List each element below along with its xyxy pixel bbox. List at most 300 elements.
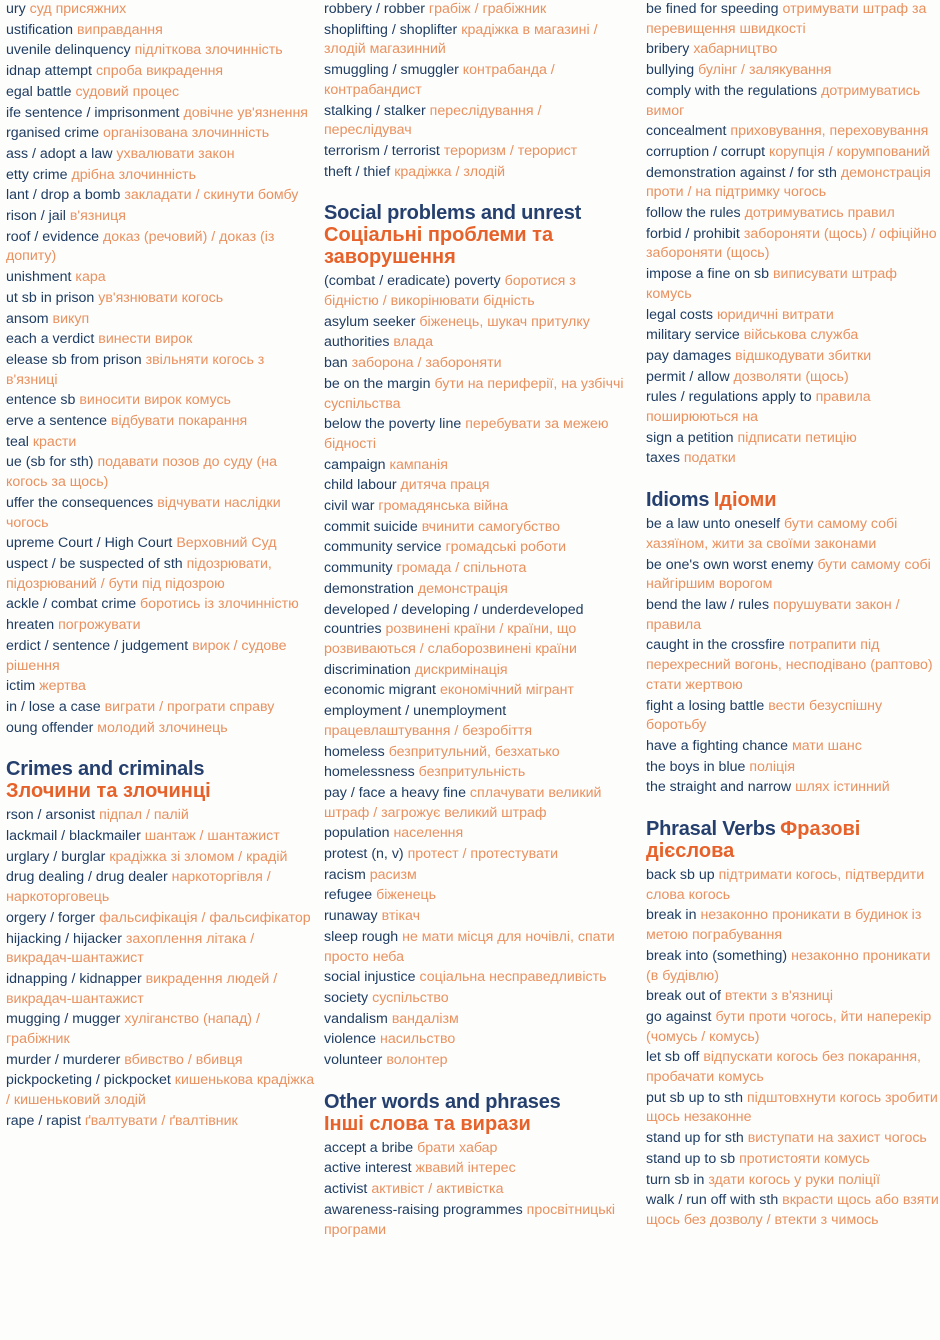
- vocab-entry: [6, 207, 316, 227]
- term-en: ansom: [6, 310, 49, 327]
- term-en: permit / allow: [646, 368, 730, 385]
- translation-ua: поліція: [749, 758, 795, 775]
- vocab-entry: [6, 637, 316, 676]
- term-en: child labour: [324, 477, 397, 494]
- vocab-entry: [646, 225, 940, 264]
- vocab-entry: [6, 1010, 316, 1049]
- translation-ua: грабіж / грабіжник: [428, 1, 547, 17]
- translation-ua: красти: [32, 433, 77, 450]
- term-en: break out of: [646, 988, 721, 1005]
- vocab-entry: [6, 453, 316, 492]
- vocab-entry: [324, 497, 624, 517]
- term-en: lant / drop a bomb: [6, 187, 121, 204]
- term-en: each a verdict: [6, 331, 95, 348]
- vocab-entry: [646, 449, 940, 469]
- translation-ua: закладати / скинути бомбу: [124, 187, 299, 204]
- translation-ua: відпускати когось без покарання, пробачати комусь: [646, 1049, 921, 1086]
- vocab-entry: [646, 388, 940, 427]
- translation-ua: дотримуватись правил: [744, 205, 895, 222]
- translation-ua: суспільство: [372, 989, 449, 1006]
- translation-ua: біженець, шукач притулку: [419, 313, 590, 330]
- vocab-entry: [6, 83, 316, 103]
- term-en: murder / murderer: [6, 1051, 121, 1068]
- column-2: [324, 0, 624, 1241]
- vocab-entry: [6, 1112, 316, 1132]
- translation-ua: підштовхнути когось зробити щось незаконне: [646, 1089, 938, 1126]
- vocab-entry: [324, 1180, 624, 1200]
- term-en: rison / jail: [6, 208, 66, 225]
- translation-ua: кара: [75, 269, 106, 286]
- term-en: ictim: [6, 678, 36, 695]
- translation-ua: підліткова злочинність: [134, 42, 283, 59]
- translation-ua: виступати на захист чогось: [747, 1130, 927, 1147]
- vocab-entry: [646, 164, 940, 203]
- term-en: break in: [646, 907, 697, 924]
- translation-ua: спроба викрадення: [95, 63, 224, 80]
- section-heading-phrasal: [646, 818, 940, 862]
- term-en: turn sb in: [646, 1171, 705, 1188]
- term-en: asylum seeker: [324, 313, 416, 330]
- term-en: stand up for sth: [646, 1130, 744, 1147]
- translation-ua: бути самому собі хазяїном, жити за своїми законами: [646, 516, 898, 552]
- vocab-entry: [6, 848, 316, 868]
- vocab-entry: [6, 0, 316, 20]
- term-en: bullying: [646, 62, 695, 79]
- translation-ua: громада / спільнота: [396, 560, 527, 577]
- term-en: caught in the crossfire: [646, 637, 785, 654]
- term-en: unishment: [6, 269, 72, 286]
- translation-ua: крадіжка зі зломом / крадій: [109, 848, 288, 865]
- term-en: follow the rules: [646, 205, 741, 222]
- term-en: (combat / eradicate) poverty: [324, 273, 501, 290]
- vocab-entry: [6, 868, 316, 907]
- translation-ua: дрібна злочинність: [71, 166, 197, 183]
- term-en: campaign: [324, 456, 386, 473]
- vocab-entry: [324, 1010, 624, 1030]
- vocab-entry: [646, 306, 940, 326]
- translation-ua: молодий злочинець: [97, 719, 228, 736]
- translation-ua: працевлаштування / безробіття: [324, 722, 533, 739]
- vocab-entry: [646, 82, 940, 121]
- translation-ua: доказ (речовий) / доказ (із допиту): [6, 228, 275, 265]
- translation-ua: порушувати закон / правила: [646, 596, 900, 633]
- term-en: ury: [6, 1, 26, 17]
- vocab-entry: [6, 391, 316, 411]
- entry-list: [324, 272, 624, 1070]
- vocab-entry: [324, 681, 624, 701]
- vocab-entry: [6, 289, 316, 309]
- vocab-entry: [646, 1191, 940, 1230]
- term-en: ue (sb for sth): [6, 454, 94, 471]
- translation-ua: виграти / програти справу: [104, 698, 275, 715]
- vocab-entry: [6, 166, 316, 186]
- translation-ua: бути самому собі найгіршим ворогом: [646, 556, 931, 593]
- section-title-en: Social problems and unrest: [324, 202, 582, 225]
- term-en: authorities: [324, 334, 390, 351]
- vocab-entry: [6, 534, 316, 554]
- translation-ua: отримувати штраф за перевищення швидкості: [646, 1, 927, 37]
- vocab-entry: [324, 968, 624, 988]
- term-en: developed / developing / underdeveloped countries: [324, 601, 584, 638]
- vocab-entry: [6, 186, 316, 206]
- translation-ua: насильство: [380, 1031, 456, 1048]
- term-en: stand up to sb: [646, 1150, 736, 1167]
- translation-ua: відчувати наслідки чогось: [6, 494, 281, 531]
- term-en: rules / regulations apply to: [646, 389, 812, 406]
- vocab-entry: [324, 415, 624, 454]
- vocab-entry: [324, 163, 624, 183]
- translation-ua: розвинені країни / країни, що розвиваються / слаборозвинені країни: [324, 621, 577, 657]
- vocab-entry: [324, 1139, 624, 1159]
- translation-ua: вбивство / вбивця: [124, 1051, 243, 1068]
- term-en: hijacking / hijacker: [6, 930, 122, 947]
- vocab-entry: [324, 824, 624, 844]
- translation-ua: підтримати когось, підтвердити слова когось: [646, 867, 925, 903]
- term-en: population: [324, 825, 390, 842]
- vocab-entry: [6, 228, 316, 267]
- term-en: rape / rapist: [6, 1112, 81, 1129]
- vocab-entry: [646, 326, 940, 346]
- term-en: the boys in blue: [646, 758, 746, 775]
- vocab-entry: [6, 21, 316, 41]
- term-en: bribery: [646, 41, 690, 58]
- term-en: violence: [324, 1031, 377, 1048]
- vocab-entry: [324, 0, 624, 20]
- term-en: activist: [324, 1181, 368, 1198]
- term-en: shoplifting / shoplifter: [324, 21, 458, 38]
- term-en: community service: [324, 539, 442, 556]
- vocab-entry: [646, 515, 940, 554]
- translation-ua: викуп: [52, 310, 90, 327]
- translation-ua: суд присяжних: [29, 1, 127, 17]
- translation-ua: біженець: [376, 887, 436, 904]
- entry-list: [646, 515, 940, 798]
- vocab-entry: [646, 636, 940, 695]
- translation-ua: кампанія: [389, 456, 448, 473]
- vocab-entry: [324, 743, 624, 763]
- term-en: pay damages: [646, 347, 732, 364]
- vocab-entry: [324, 354, 624, 374]
- vocab-entry: [324, 333, 624, 353]
- vocab-entry: [646, 906, 940, 945]
- translation-ua: не мати місця для ночівлі, спати просто неба: [324, 928, 615, 965]
- term-en: community: [324, 560, 393, 577]
- term-en: be fined for speeding: [646, 1, 779, 17]
- translation-ua: приховування, переховування: [730, 123, 929, 140]
- term-en: smuggling / smuggler: [324, 62, 459, 79]
- term-en: commit suicide: [324, 518, 418, 535]
- translation-ua: звільняти когось з в'язниці: [6, 351, 265, 388]
- term-en: mugging / mugger: [6, 1011, 121, 1028]
- term-en: be a law unto oneself: [646, 516, 781, 533]
- vocab-entry: [646, 204, 940, 224]
- translation-ua: соціальна несправедливість: [419, 969, 607, 986]
- term-en: go against: [646, 1008, 712, 1025]
- entry-list: [324, 1139, 624, 1241]
- term-en: erdict / sentence / judgement: [6, 637, 189, 654]
- vocab-entry: [6, 41, 316, 61]
- translation-ua: влада: [393, 334, 433, 351]
- term-en: forbid / prohibit: [646, 225, 740, 242]
- term-en: volunteer: [324, 1052, 383, 1069]
- translation-ua: підпал / палій: [99, 807, 189, 824]
- translation-ua: булінг / залякування: [698, 62, 832, 79]
- term-en: be one's own worst enemy: [646, 556, 814, 573]
- term-en: corruption / corrupt: [646, 143, 766, 160]
- term-en: ban: [324, 355, 348, 372]
- translation-ua: крадіжка / злодій: [394, 163, 506, 180]
- term-en: ife sentence / imprisonment: [6, 104, 180, 121]
- translation-ua: виправдання: [76, 21, 163, 38]
- term-en: erve a sentence: [6, 413, 107, 430]
- translation-ua: переслідування / переслідувач: [324, 102, 542, 139]
- term-en: demonstration: [324, 580, 414, 597]
- translation-ua: ґвалтувати / ґвалтівник: [84, 1112, 238, 1129]
- translation-ua: жвавий інтерес: [415, 1160, 516, 1177]
- term-en: rson / arsonist: [6, 807, 96, 824]
- term-en: in / lose a case: [6, 698, 101, 715]
- translation-ua: вандалізм: [391, 1010, 459, 1027]
- translation-ua: населення: [393, 825, 464, 842]
- vocab-entry: [646, 429, 940, 449]
- term-en: awareness-raising programmes: [324, 1201, 523, 1218]
- term-en: sleep rough: [324, 928, 399, 945]
- translation-ua: юридичні витрати: [716, 306, 834, 323]
- term-en: uvenile delinquency: [6, 42, 131, 59]
- vocab-entry: [6, 677, 316, 697]
- term-en: ass / adopt a law: [6, 145, 113, 162]
- vocab-entry: [646, 61, 940, 81]
- translation-ua: правила поширюються на: [646, 389, 871, 426]
- term-en: robbery / robber: [324, 1, 425, 17]
- translation-ua: фальсифікація / фальсифікатор: [99, 909, 311, 926]
- vocab-entry: [6, 719, 316, 739]
- term-en: stalking / stalker: [324, 102, 426, 119]
- vocab-entry: [646, 122, 940, 142]
- vocab-entry: [6, 1051, 316, 1071]
- translation-ua: демонстрація: [417, 580, 508, 597]
- section-title-ua: Інші слова та вирази: [324, 1112, 531, 1135]
- translation-ua: захоплення літака / викрадач-шантажист: [6, 930, 255, 967]
- term-en: walk / run off with sth: [646, 1192, 779, 1209]
- translation-ua: контрабанда / контрабандист: [324, 62, 555, 98]
- vocab-entry: [646, 0, 940, 39]
- term-en: social injustice: [324, 969, 416, 986]
- translation-ua: кишенькова крадіжка / кишеньковий злодій: [6, 1072, 315, 1109]
- entry-list: [646, 0, 940, 469]
- translation-ua: хабарництво: [693, 41, 778, 58]
- vocab-entry: [646, 697, 940, 736]
- term-en: pickpocketing / pickpocket: [6, 1072, 171, 1089]
- vocab-entry: [324, 1051, 624, 1071]
- term-en: hreaten: [6, 617, 55, 634]
- translation-ua: вкрасти щось або взяти щось без дозволу / втекти з чимось: [646, 1192, 939, 1228]
- vocab-entry: [324, 61, 624, 100]
- vocab-entry: [324, 538, 624, 558]
- translation-ua: дискримінація: [414, 661, 508, 678]
- vocab-entry: [646, 1089, 940, 1128]
- term-en: orgery / forger: [6, 909, 96, 926]
- term-en: rganised crime: [6, 125, 100, 142]
- section-title-ua: Ідіоми: [713, 489, 777, 512]
- translation-ua: подавати позов до суду (на когось за щось): [6, 454, 277, 491]
- translation-ua: бути проти чогось, йти наперекір (чомусь / комусь): [646, 1008, 932, 1045]
- vocab-entry: [646, 40, 940, 60]
- translation-ua: довічне ув'язнення: [183, 104, 308, 121]
- term-en: bend the law / rules: [646, 596, 770, 613]
- term-en: accept a bribe: [324, 1139, 414, 1156]
- vocab-entry: [6, 145, 316, 165]
- translation-ua: перебувати за межею бідності: [324, 416, 609, 452]
- translation-ua: дотримуватись вимог: [646, 82, 921, 119]
- vocab-entry: [646, 1129, 940, 1149]
- vocab-entry: [6, 494, 316, 533]
- translation-ua: в'язниця: [69, 208, 126, 225]
- vocab-entry: [6, 827, 316, 847]
- term-en: ut sb in prison: [6, 289, 95, 306]
- vocab-entry: [6, 698, 316, 718]
- translation-ua: дитяча праця: [400, 477, 490, 494]
- term-en: protest (n, v): [324, 846, 404, 863]
- entry-list: [646, 866, 940, 1231]
- vocab-entry: [324, 601, 624, 660]
- translation-ua: відшкодувати збитки: [735, 347, 872, 364]
- translation-ua: забороняти (щось) / офіційно забороняти (щось): [646, 225, 937, 262]
- section-title-en: Crimes and criminals: [6, 758, 205, 781]
- term-en: active interest: [324, 1160, 412, 1177]
- term-en: society: [324, 989, 369, 1006]
- vocab-entry: [324, 784, 624, 823]
- translation-ua: бути на периферії, на узбіччі суспільства: [324, 375, 624, 412]
- vocab-entry: [646, 758, 940, 778]
- section-title-en: Other words and phrases: [324, 1090, 561, 1113]
- translation-ua: підписати петицію: [737, 429, 857, 446]
- term-en: ackle / combat crime: [6, 596, 137, 613]
- translation-ua: втекти з в'язниці: [724, 988, 833, 1005]
- term-en: concealment: [646, 123, 727, 140]
- translation-ua: ув'язнювати когось: [98, 289, 224, 306]
- vocab-entry: [324, 142, 624, 162]
- vocab-entry: [324, 886, 624, 906]
- translation-ua: незаконно проникати в будинок із метою пограбування: [646, 907, 922, 944]
- translation-ua: тероризм / терорист: [443, 142, 578, 159]
- translation-ua: винести вирок: [98, 331, 193, 348]
- term-en: lackmail / blackmailer: [6, 828, 141, 845]
- vocab-entry: [324, 866, 624, 886]
- vocab-entry: [324, 313, 624, 333]
- translation-ua: вчинити самогубство: [421, 518, 561, 535]
- translation-ua: наркоторгівля / наркоторговець: [6, 869, 271, 906]
- vocab-entry: [324, 661, 624, 681]
- vocab-entry: [6, 930, 316, 969]
- translation-ua: активіст / активістка: [371, 1181, 504, 1198]
- translation-ua: економічний мігрант: [439, 682, 574, 699]
- vocab-entry: [6, 412, 316, 432]
- translation-ua: судовий процес: [75, 83, 180, 100]
- translation-ua: брати хабар: [417, 1139, 498, 1156]
- term-en: vandalism: [324, 1010, 388, 1027]
- term-en: entence sb: [6, 392, 76, 409]
- vocab-entry: [646, 778, 940, 798]
- translation-ua: боротись із злочинністю: [140, 596, 299, 613]
- translation-ua: потрапити під перехресний вогонь, несподівано (раптово) стати жертвою: [646, 637, 933, 693]
- translation-ua: погрожувати: [58, 617, 141, 634]
- vocab-entry: [324, 580, 624, 600]
- term-en: employment / unemployment: [324, 703, 507, 720]
- translation-ua: корупція / корумпований: [769, 143, 930, 160]
- translation-ua: демонстрація проти / на підтримку чогось: [646, 164, 931, 201]
- vocab-entry: [6, 616, 316, 636]
- vocab-entry: [6, 806, 316, 826]
- vocab-entry: [324, 907, 624, 927]
- translation-ua: виписувати штраф комусь: [646, 266, 897, 302]
- vocab-entry: [6, 1071, 316, 1110]
- entry-list: [6, 0, 316, 738]
- section-title-ua: Злочини та злочинці: [6, 780, 211, 803]
- translation-ua: протест / протестувати: [407, 846, 558, 863]
- vocab-entry: [6, 330, 316, 350]
- vocab-entry: [324, 928, 624, 967]
- term-en: idnapping / kidnapper: [6, 970, 142, 987]
- vocab-entry: [646, 1171, 940, 1191]
- section-title-ua: Фразові дієслова: [646, 818, 861, 863]
- vocab-entry: [324, 518, 624, 538]
- term-en: impose a fine on sb: [646, 266, 770, 283]
- translation-ua: заборона / забороняти: [351, 355, 502, 372]
- term-en: legal costs: [646, 306, 714, 323]
- term-en: drug dealing / drug dealer: [6, 869, 168, 886]
- vocab-entry: [646, 1048, 940, 1087]
- vocab-entry: [6, 909, 316, 929]
- vocab-entry: [646, 737, 940, 757]
- vocab-entry: [324, 989, 624, 1009]
- vocab-entry: [646, 596, 940, 635]
- vocab-entry: [324, 476, 624, 496]
- term-en: discrimination: [324, 661, 411, 678]
- section-title-en: Idioms: [646, 489, 710, 512]
- term-en: break into (something): [646, 947, 788, 964]
- section-heading-other: [324, 1091, 624, 1135]
- term-en: below the poverty line: [324, 416, 462, 433]
- translation-ua: крадіжка в магазині / злодій магазинний: [324, 21, 598, 58]
- term-en: uspect / be suspected of sth: [6, 555, 183, 572]
- vocab-entry: [6, 555, 316, 594]
- vocab-entry: [324, 1159, 624, 1179]
- term-en: uffer the consequences: [6, 494, 154, 511]
- term-en: have a fighting chance: [646, 737, 788, 754]
- term-en: elease sb from prison: [6, 351, 142, 368]
- column-1: [0, 0, 316, 1133]
- term-en: the straight and narrow: [646, 779, 792, 796]
- term-en: military service: [646, 327, 740, 344]
- vocab-entry: [646, 265, 940, 304]
- translation-ua: шантаж / шантажист: [144, 828, 280, 845]
- translation-ua: громадянська війна: [378, 498, 508, 515]
- vocab-entry: [6, 124, 316, 144]
- vocab-entry: [646, 368, 940, 388]
- term-en: fight a losing battle: [646, 697, 765, 714]
- translation-ua: боротися з бідністю / викорінювати бідність: [324, 273, 576, 310]
- translation-ua: безпритульність: [418, 764, 526, 781]
- translation-ua: Верховний Суд: [176, 535, 277, 552]
- translation-ua: вести безуспішну боротьбу: [646, 697, 883, 734]
- translation-ua: волонтер: [386, 1052, 448, 1069]
- translation-ua: просвітницькі програми: [324, 1201, 616, 1238]
- vocab-entry: [6, 351, 316, 390]
- term-en: racism: [324, 866, 366, 883]
- vocab-entry: [324, 1030, 624, 1050]
- translation-ua: протистояти комусь: [739, 1150, 870, 1167]
